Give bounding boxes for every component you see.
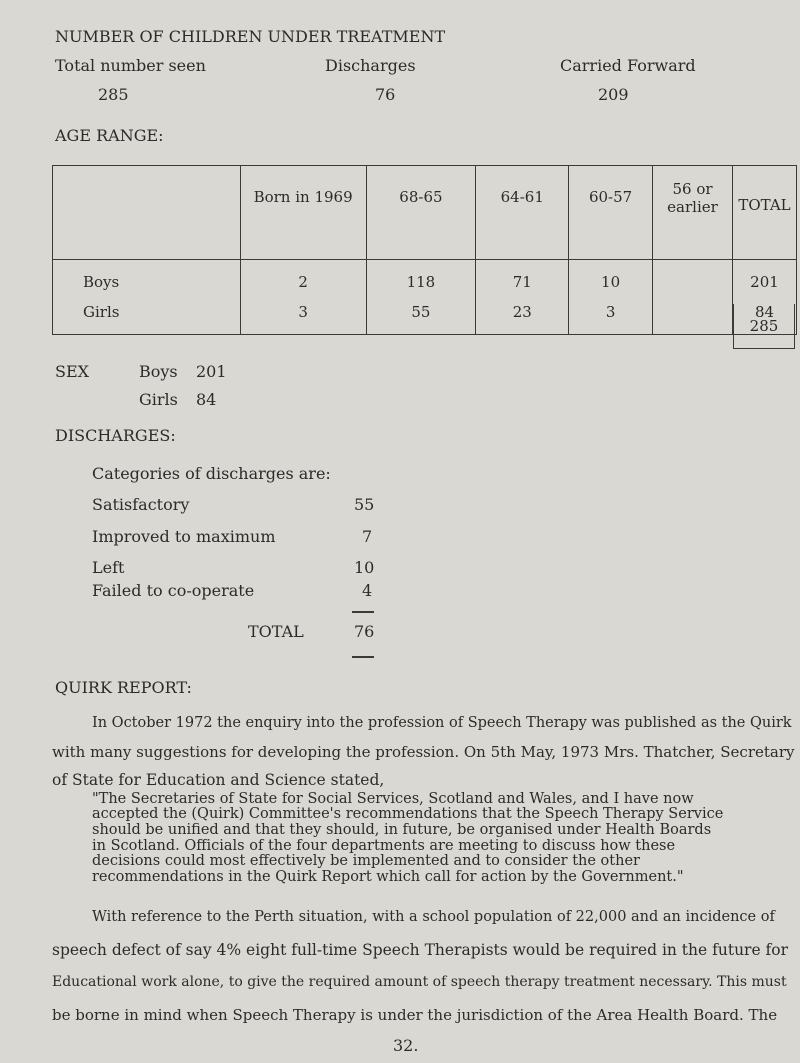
- age-col-header-line1: 56 or: [672, 180, 713, 198]
- sex-boys-label: Boys: [139, 362, 178, 381]
- paragraph-line: In October 1972 the enquiry into the profession of Speech Therapy was published as the Quirk: [92, 715, 792, 731]
- discharge-item-value: 7: [362, 527, 373, 546]
- row-label-boys: Boys: [53, 260, 241, 298]
- discharge-item-value: 4: [362, 581, 373, 600]
- table-cell: 118: [366, 260, 476, 298]
- quirk-title: QUIRK REPORT:: [55, 678, 192, 697]
- sex-girls-value: 84: [196, 390, 217, 409]
- age-col-header-total: TOTAL: [732, 166, 796, 260]
- paragraph-line: with many suggestions for developing the profession. On 5th May, 1973 Mrs. Thatcher, Secretary: [52, 743, 795, 761]
- grand-total-box: [733, 304, 795, 349]
- discharge-item-label: Satisfactory: [92, 495, 190, 514]
- paragraph-line: With reference to the Perth situation, with a school population of 22,000 and an incidence of: [92, 909, 775, 925]
- grand-total-value: 285: [749, 317, 779, 335]
- discharges-intro: Categories of discharges are:: [92, 464, 331, 483]
- page-number: 32.: [393, 1036, 419, 1055]
- age-table-corner: [53, 166, 241, 260]
- discharge-item-value: 10: [354, 558, 375, 577]
- total-rule-top: [352, 611, 374, 613]
- age-col-header: Born in 1969: [240, 166, 366, 260]
- discharge-item-label: Left: [92, 558, 125, 577]
- quote-line: accepted the (Quirk) Committee's recommendations that the Speech Therapy Service: [92, 806, 724, 822]
- table-cell: [653, 297, 733, 335]
- paragraph-line: of State for Education and Science stated,: [52, 771, 385, 789]
- sex-title: SEX: [55, 362, 90, 381]
- summary-header-discharges: Discharges: [325, 56, 416, 75]
- summary-header-carried-forward: Carried Forward: [560, 56, 696, 75]
- discharges-total-label: TOTAL: [248, 622, 304, 641]
- discharge-item-label: Failed to co-operate: [92, 581, 255, 600]
- table-cell: 3: [240, 297, 366, 335]
- discharge-item-label: Improved to maximum: [92, 527, 276, 546]
- row-label-girls: Girls: [53, 297, 241, 335]
- page-heading: NUMBER OF CHILDREN UNDER TREATMENT: [55, 27, 446, 46]
- summary-header-total: Total number seen: [55, 56, 206, 75]
- discharge-item-value: 55: [354, 495, 375, 514]
- paragraph-line: be borne in mind when Speech Therapy is under the jurisdiction of the Area Health Board. The: [52, 1006, 778, 1024]
- summary-value-discharges: 76: [375, 85, 396, 104]
- discharges-title: DISCHARGES:: [55, 426, 176, 445]
- table-cell: 71: [476, 260, 569, 298]
- table-cell: 55: [366, 297, 476, 335]
- quote-line: decisions could most effectively be implemented and to consider the other: [92, 853, 640, 869]
- quote-line: recommendations in the Quirk Report which call for action by the Government.": [92, 869, 684, 885]
- age-range-title: AGE RANGE:: [55, 126, 164, 145]
- table-cell: 23: [476, 297, 569, 335]
- table-row: [53, 297, 797, 335]
- table-row: [53, 260, 797, 298]
- paragraph-line: speech defect of say 4% eight full-time Speech Therapists would be required in the future for: [52, 941, 789, 959]
- sex-girls-label: Girls: [139, 390, 178, 409]
- table-cell: 3: [569, 297, 653, 335]
- summary-value-total: 285: [98, 85, 129, 104]
- age-col-header: 64-61: [476, 166, 569, 260]
- table-cell: [653, 260, 733, 298]
- quote-line: in Scotland. Officials of the four departments are meeting to discuss how these: [92, 838, 676, 854]
- age-table-header-row: [53, 166, 797, 260]
- discharges-total-value: 76: [354, 622, 375, 641]
- table-cell-total: 84: [732, 297, 796, 335]
- sex-boys-value: 201: [196, 362, 227, 381]
- paragraph-line: Educational work alone, to give the required amount of speech therapy treatment necessary. This must: [52, 974, 787, 990]
- quote-line: "The Secretaries of State for Social Services, Scotland and Wales, and I have now: [92, 791, 694, 807]
- age-col-header: 60-57: [569, 166, 653, 260]
- age-range-table: [52, 165, 797, 335]
- table-cell: 2: [240, 260, 366, 298]
- quote-line: should be unified and that they should, in future, be organised under Health Boards: [92, 822, 712, 838]
- age-col-header: 68-65: [366, 166, 476, 260]
- table-cell-total: 201: [732, 260, 796, 298]
- total-rule-bottom: [352, 656, 374, 658]
- summary-value-carried-forward: 209: [598, 85, 629, 104]
- age-col-header: [653, 166, 733, 260]
- table-cell: 10: [569, 260, 653, 298]
- age-col-header-line2: earlier: [667, 198, 718, 216]
